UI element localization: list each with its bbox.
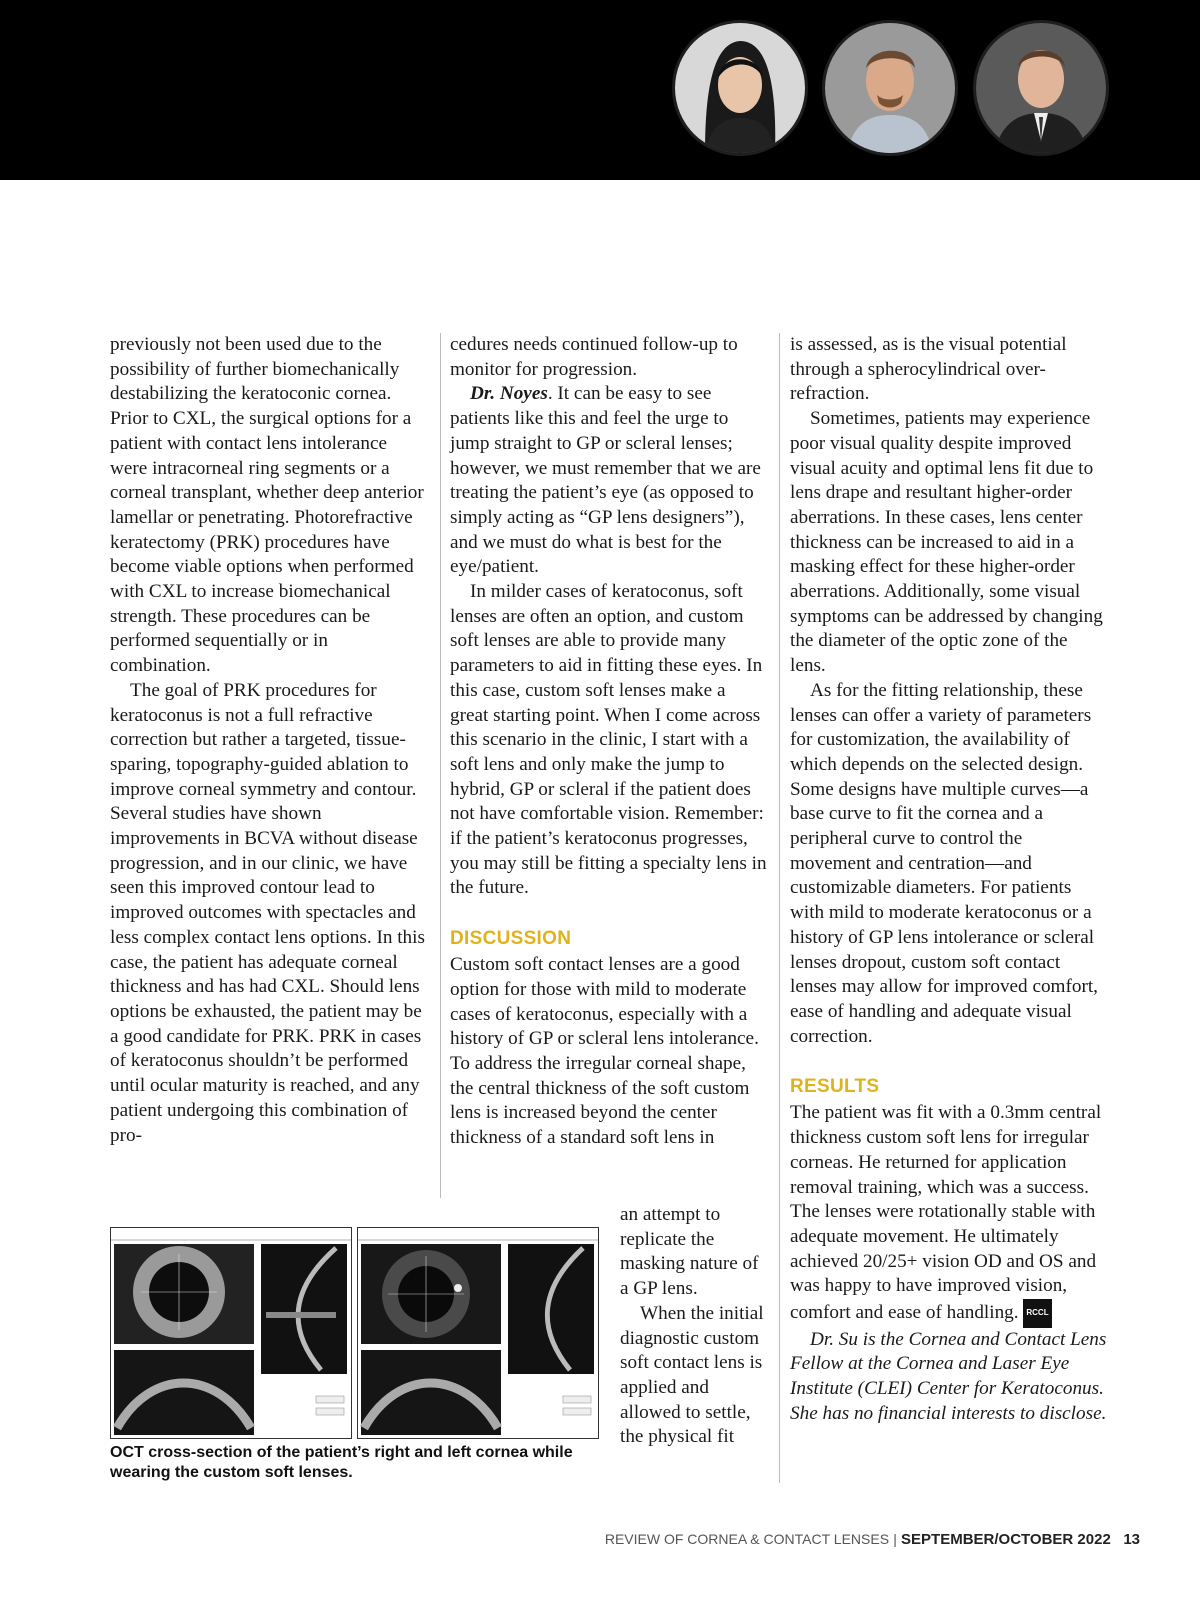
paragraph: previously not been used due to the possibility of further biomechanically destabilizing the keratoconic cornea. Prior to CXL, the surgical options for a patient with contact lens intolerance were intracorneal ring segments or a corneal transplant, whether deep anterior lamellar or penetrating. Photorefractive keratectomy (PRK) procedures have become viable options when performed with CXL to increase biomechanical strength. These procedures can be performed sequentially or in combination. (110, 334, 424, 677)
paragraph: As for the fitting relationship, these lenses can offer a variety of parameters for customization, the availability of which depends on the selected design. Some designs have multiple curves—a base curve to fit the cornea and a peripheral curve to control the movement and centration—and customizable diameters. For patients with mild to moderate keratoconus or a history of GP lens intolerance or scleral lenses dropout, custom soft contact lenses may allow for improved comfort, ease of handling and adequate visual correction. (790, 679, 1098, 1047)
author-photo-3 (973, 20, 1109, 156)
article-column-3 (790, 333, 1108, 1427)
oct-panel-right-eye (110, 1227, 352, 1439)
article-column-2-continued (620, 1203, 770, 1450)
oct-panel-left-eye (357, 1227, 599, 1439)
speaker-text: . It can be easy to see patients like this and feel the urge to jump straight to GP or scleral lenses; however, we must remember that we are treating the patient’s eye (as opposed to simply acting as “GP lens designers”), and we must do what is best for the eye/patient. (450, 383, 761, 578)
footer-separator: | (893, 1531, 897, 1547)
issue-date: SEPTEMBER/OCTOBER 2022 (901, 1531, 1111, 1548)
results-text: The patient was fit with a 0.3mm central thickness custom soft lens for irregular corneas. He returned for application removal training, which was a success. The lenses were rotationally stable with adequate movement. He ultimately achieved 20/25+ vision OD and OS and was happy to have improved vision, comfort and ease of handling. (790, 1102, 1102, 1323)
section-heading-discussion: DISCUSSION (450, 928, 572, 950)
paragraph (450, 382, 768, 580)
author-photo-1 (672, 20, 808, 156)
author-photo-2 (822, 20, 958, 156)
article-column-2 (450, 333, 768, 1151)
header-band (0, 0, 1200, 180)
paragraph (790, 1101, 1108, 1327)
article-column-1 (110, 333, 428, 1148)
page-footer (605, 1531, 1140, 1548)
paragraph: Sometimes, patients may experience poor visual quality despite improved visual acuity and optimal lens fit due to lens drape and resultant higher-order aberrations. In these cases, lens center thickness can be increased to aid in a masking effect for these higher-order aberrations. Additionally, some visual symptoms can be addressed by changing the diameter of the optic zone of the lens. (790, 408, 1103, 677)
paragraph: Custom soft contact lenses are a good option for those with mild to moderate cases of keratoconus, especially with a history of GP or scleral lens intolerance. To address the irregular corneal shape, the central thickness of the soft custom lens is increased beyond the center thickness of a standard soft lens in (450, 954, 759, 1149)
page-number: 13 (1123, 1531, 1140, 1548)
paragraph: When the initial diagnostic custom soft contact lens is applied and allowed to settle, the physical fit (620, 1302, 764, 1448)
end-badge: RCCL (1023, 1299, 1051, 1328)
paragraph: an attempt to replicate the masking nature of a GP lens. (620, 1204, 759, 1300)
paragraph: cedures needs continued follow-up to monitor for progression. (450, 334, 738, 380)
column-rule-1 (440, 333, 441, 1198)
column-rule-2 (779, 333, 780, 1483)
figure-caption: OCT cross-section of the patient’s right and left cornea while wearing the custom soft lenses. (110, 1444, 573, 1481)
paragraph: The goal of PRK procedures for keratoconus is not a full refractive correction but rather a targeted, tissue-sparing, topography-guided ablation to improve corneal symmetry and contour. Several studies have shown improvements in BCVA without disease progression, and in our clinic, we have seen this improved contour lead to improved outcomes with spectacles and less complex contact lens options. In this case, the patient has adequate corneal thickness and has had CXL. Should lens options be exhausted, the patient may be a good candidate for PRK. PRK in cases of keratoconus shouldn’t be performed until ocular maturity is reached, and any patient undergoing this combination of pro- (110, 679, 425, 1146)
author-bio: Dr. Su is the Cornea and Contact Lens Fellow at the Cornea and Laser Eye Institute (CLEI) Center for Keratoconus. She has no financial interests to disclose. (790, 1328, 1107, 1424)
speaker-name: Dr. Noyes (470, 383, 548, 405)
publication-name: REVIEW OF CORNEA & CONTACT LENSES (604, 1531, 890, 1547)
paragraph: is assessed, as is the visual potential through a spherocylindrical over-refraction. (790, 334, 1067, 405)
paragraph: In milder cases of keratoconus, soft lenses are often an option, and custom soft lenses are able to provide many parameters to aid in fitting these eyes. In this case, custom soft lenses make a great starting point. When I come across this scenario in the clinic, I start with a soft lens and only make the jump to hybrid, GP or scleral if the patient does not have comfortable vision. Remember: if the patient’s keratoconus progresses, you may still be fitting a specialty lens in the future. (450, 581, 767, 899)
section-heading-results: RESULTS (790, 1076, 880, 1098)
